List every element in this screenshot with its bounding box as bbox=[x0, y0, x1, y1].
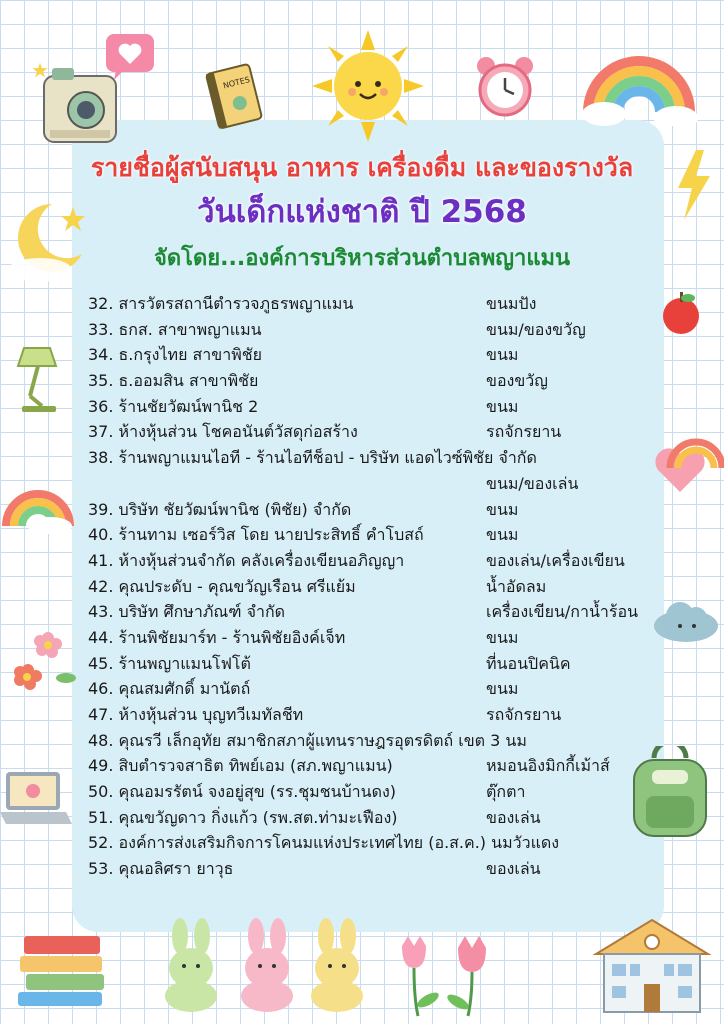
notes-book-icon bbox=[204, 60, 266, 132]
sponsor-name: 52. องค์การส่งเสริมกิจการโคนมแห่งประเทศไทย (อ.ส.ค.) นมวัวแดง bbox=[88, 833, 560, 853]
sponsor-item: รถจักรยาน bbox=[486, 422, 562, 442]
sponsor-item: ที่นอนปิคนิค bbox=[486, 653, 571, 673]
sponsor-item: ขนม/ของขวัญ bbox=[486, 319, 586, 339]
sponsor-item: ตุ๊กตา bbox=[486, 782, 526, 802]
list-item bbox=[88, 290, 678, 316]
list-item bbox=[88, 727, 678, 753]
school-icon bbox=[590, 916, 714, 1016]
tulip-icon bbox=[388, 928, 508, 1018]
sponsor-item: ขนม bbox=[486, 627, 519, 647]
bunny-icon bbox=[234, 918, 300, 1012]
books-icon bbox=[16, 930, 112, 1010]
sponsor-item: น้ำอัดลม bbox=[486, 576, 547, 596]
bunny-icon bbox=[158, 918, 224, 1012]
bunny-icon bbox=[304, 918, 370, 1012]
desk-lamp-icon bbox=[10, 344, 66, 416]
list-item bbox=[88, 496, 678, 522]
rainbow-icon bbox=[0, 470, 76, 534]
sponsor-item: หมอนอิงมิกกี้เม้าส์ bbox=[486, 756, 610, 776]
sponsor-item: เครื่องเขียน/กาน้ำร้อน bbox=[486, 602, 639, 622]
sponsor-item: ของขวัญ bbox=[486, 371, 548, 391]
sponsor-name: 42. คุณประดับ - คุณขวัญเรือน ศรีแย้ม bbox=[88, 576, 356, 596]
sponsor-name: 34. ธ.กรุงไทย สาขาพิชัย bbox=[88, 345, 262, 365]
sponsor-name: 37. ห้างหุ้นส่วน โชคอนันต์วัสดุก่อสร้าง bbox=[88, 422, 358, 442]
list-item bbox=[88, 316, 678, 342]
list-item bbox=[88, 675, 678, 701]
sponsor-name: 39. บริษัท ชัยวัฒน์พานิช (พิชัย) จำกัด bbox=[88, 499, 352, 519]
title-sponsors: รายชื่อผู้สนับสนุน อาหาร เครื่องดื่ม และของรางวัล bbox=[90, 153, 634, 182]
alarm-clock-icon bbox=[474, 54, 536, 120]
sponsor-name: 43. บริษัท ศึกษาภัณฑ์ จำกัด bbox=[88, 602, 286, 622]
sponsor-item: ขนม bbox=[486, 499, 519, 519]
sponsor-name: 38. ร้านพญาแมนไอที - ร้านไอทีช็อป - บริษัท แอดไวซ์พิชัย จำกัด bbox=[88, 448, 537, 468]
sponsor-name: 47. ห้างหุ้นส่วน บุญทวีเมทัลชีท bbox=[88, 705, 304, 724]
sponsor-name: 48. คุณรวี เล็กอุทัย สมาชิกสภาผู้แทนราษฎรอุตรดิตถ์ เขต 3 นม bbox=[88, 730, 527, 750]
flower-icon bbox=[8, 626, 78, 692]
rainbow-icon bbox=[580, 36, 698, 126]
star-icon bbox=[32, 62, 48, 78]
svg-text:NOTES: NOTES bbox=[222, 75, 251, 91]
list-item bbox=[88, 598, 678, 624]
title-event: วันเด็กแห่งชาติ ปี 2568 bbox=[197, 194, 527, 230]
sponsor-name: 36. ร้านชัยวัฒน์พานิช 2 bbox=[88, 396, 259, 416]
list-item bbox=[88, 418, 678, 444]
sponsor-item: ขนม bbox=[486, 396, 519, 416]
sponsor-name: 32. สารวัตรสถานีตำรวจภูธรพญาแมน bbox=[88, 294, 354, 313]
list-item bbox=[88, 804, 678, 830]
sponsor-name: 49. สิบตำรวจสาธิต ทิพย์เอม (สภ.พญาแมน) bbox=[88, 756, 393, 776]
list-item bbox=[88, 341, 678, 367]
list-item bbox=[88, 752, 678, 778]
sponsor-name: 41. ห้างหุ้นส่วนจำกัด คลังเครื่องเขียนอภิญญา bbox=[88, 550, 405, 570]
sponsor-name: 40. ร้านทาม เซอร์วิส โดย นายประสิทธิ์ คำโบสถ์ bbox=[88, 525, 424, 545]
list-item bbox=[88, 624, 678, 650]
sponsor-name: 45. ร้านพญาแมนโฟโต้ bbox=[88, 653, 251, 673]
sponsor-list bbox=[88, 290, 678, 881]
sponsor-name: 50. คุณอมรรัตน์ จงอยู่สุข (รร.ชุมชนบ้านดง) bbox=[88, 782, 397, 802]
list-item-continuation bbox=[88, 470, 678, 496]
list-item bbox=[88, 778, 678, 804]
sponsor-item: ของเล่น bbox=[486, 859, 541, 879]
list-item bbox=[88, 367, 678, 393]
list-item bbox=[88, 650, 678, 676]
sponsor-name: 44. ร้านพิชัยมาร์ท - ร้านพิชัยอิงค์เจ็ท bbox=[88, 627, 346, 647]
sponsor-item: ขนม bbox=[486, 345, 519, 365]
list-item bbox=[88, 444, 678, 470]
sponsor-item: รถจักรยาน bbox=[486, 705, 562, 724]
sponsor-name: 33. ธกส. สาขาพญาแมน bbox=[88, 319, 262, 339]
sponsor-item: ของเล่น bbox=[486, 807, 541, 827]
sponsor-name: 35. ธ.ออมสิน สาขาพิชัย bbox=[88, 371, 259, 391]
sponsor-item: ขนม bbox=[486, 525, 519, 545]
laptop-icon bbox=[0, 766, 72, 834]
sponsor-name: 51. คุณขวัญดาว กิ่งแก้ว (รพ.สต.ท่ามะเฟือง) bbox=[88, 807, 398, 827]
sponsor-name: 53. คุณอลิศรา ยาวุธ bbox=[88, 859, 234, 879]
sponsor-item: ขนม/ของเล่น bbox=[486, 473, 579, 493]
list-item bbox=[88, 829, 678, 855]
sponsor-item: ของเล่น/เครื่องเขียน bbox=[486, 550, 625, 570]
sponsor-item: ขนม bbox=[486, 679, 519, 699]
list-item bbox=[88, 701, 678, 727]
sponsor-name: 46. คุณสมศักดิ์ มานัตถ์ bbox=[88, 679, 251, 699]
list-item bbox=[88, 573, 678, 599]
list-item bbox=[88, 855, 678, 881]
list-item bbox=[88, 393, 678, 419]
sun-icon bbox=[312, 30, 424, 142]
organizer-line: จัดโดย...องค์การบริหารส่วนตำบลพญาแมน bbox=[153, 246, 571, 271]
list-item bbox=[88, 547, 678, 573]
heart-bubble-icon bbox=[104, 32, 158, 82]
sponsor-item: ขนมปัง bbox=[486, 294, 537, 313]
list-item bbox=[88, 521, 678, 547]
